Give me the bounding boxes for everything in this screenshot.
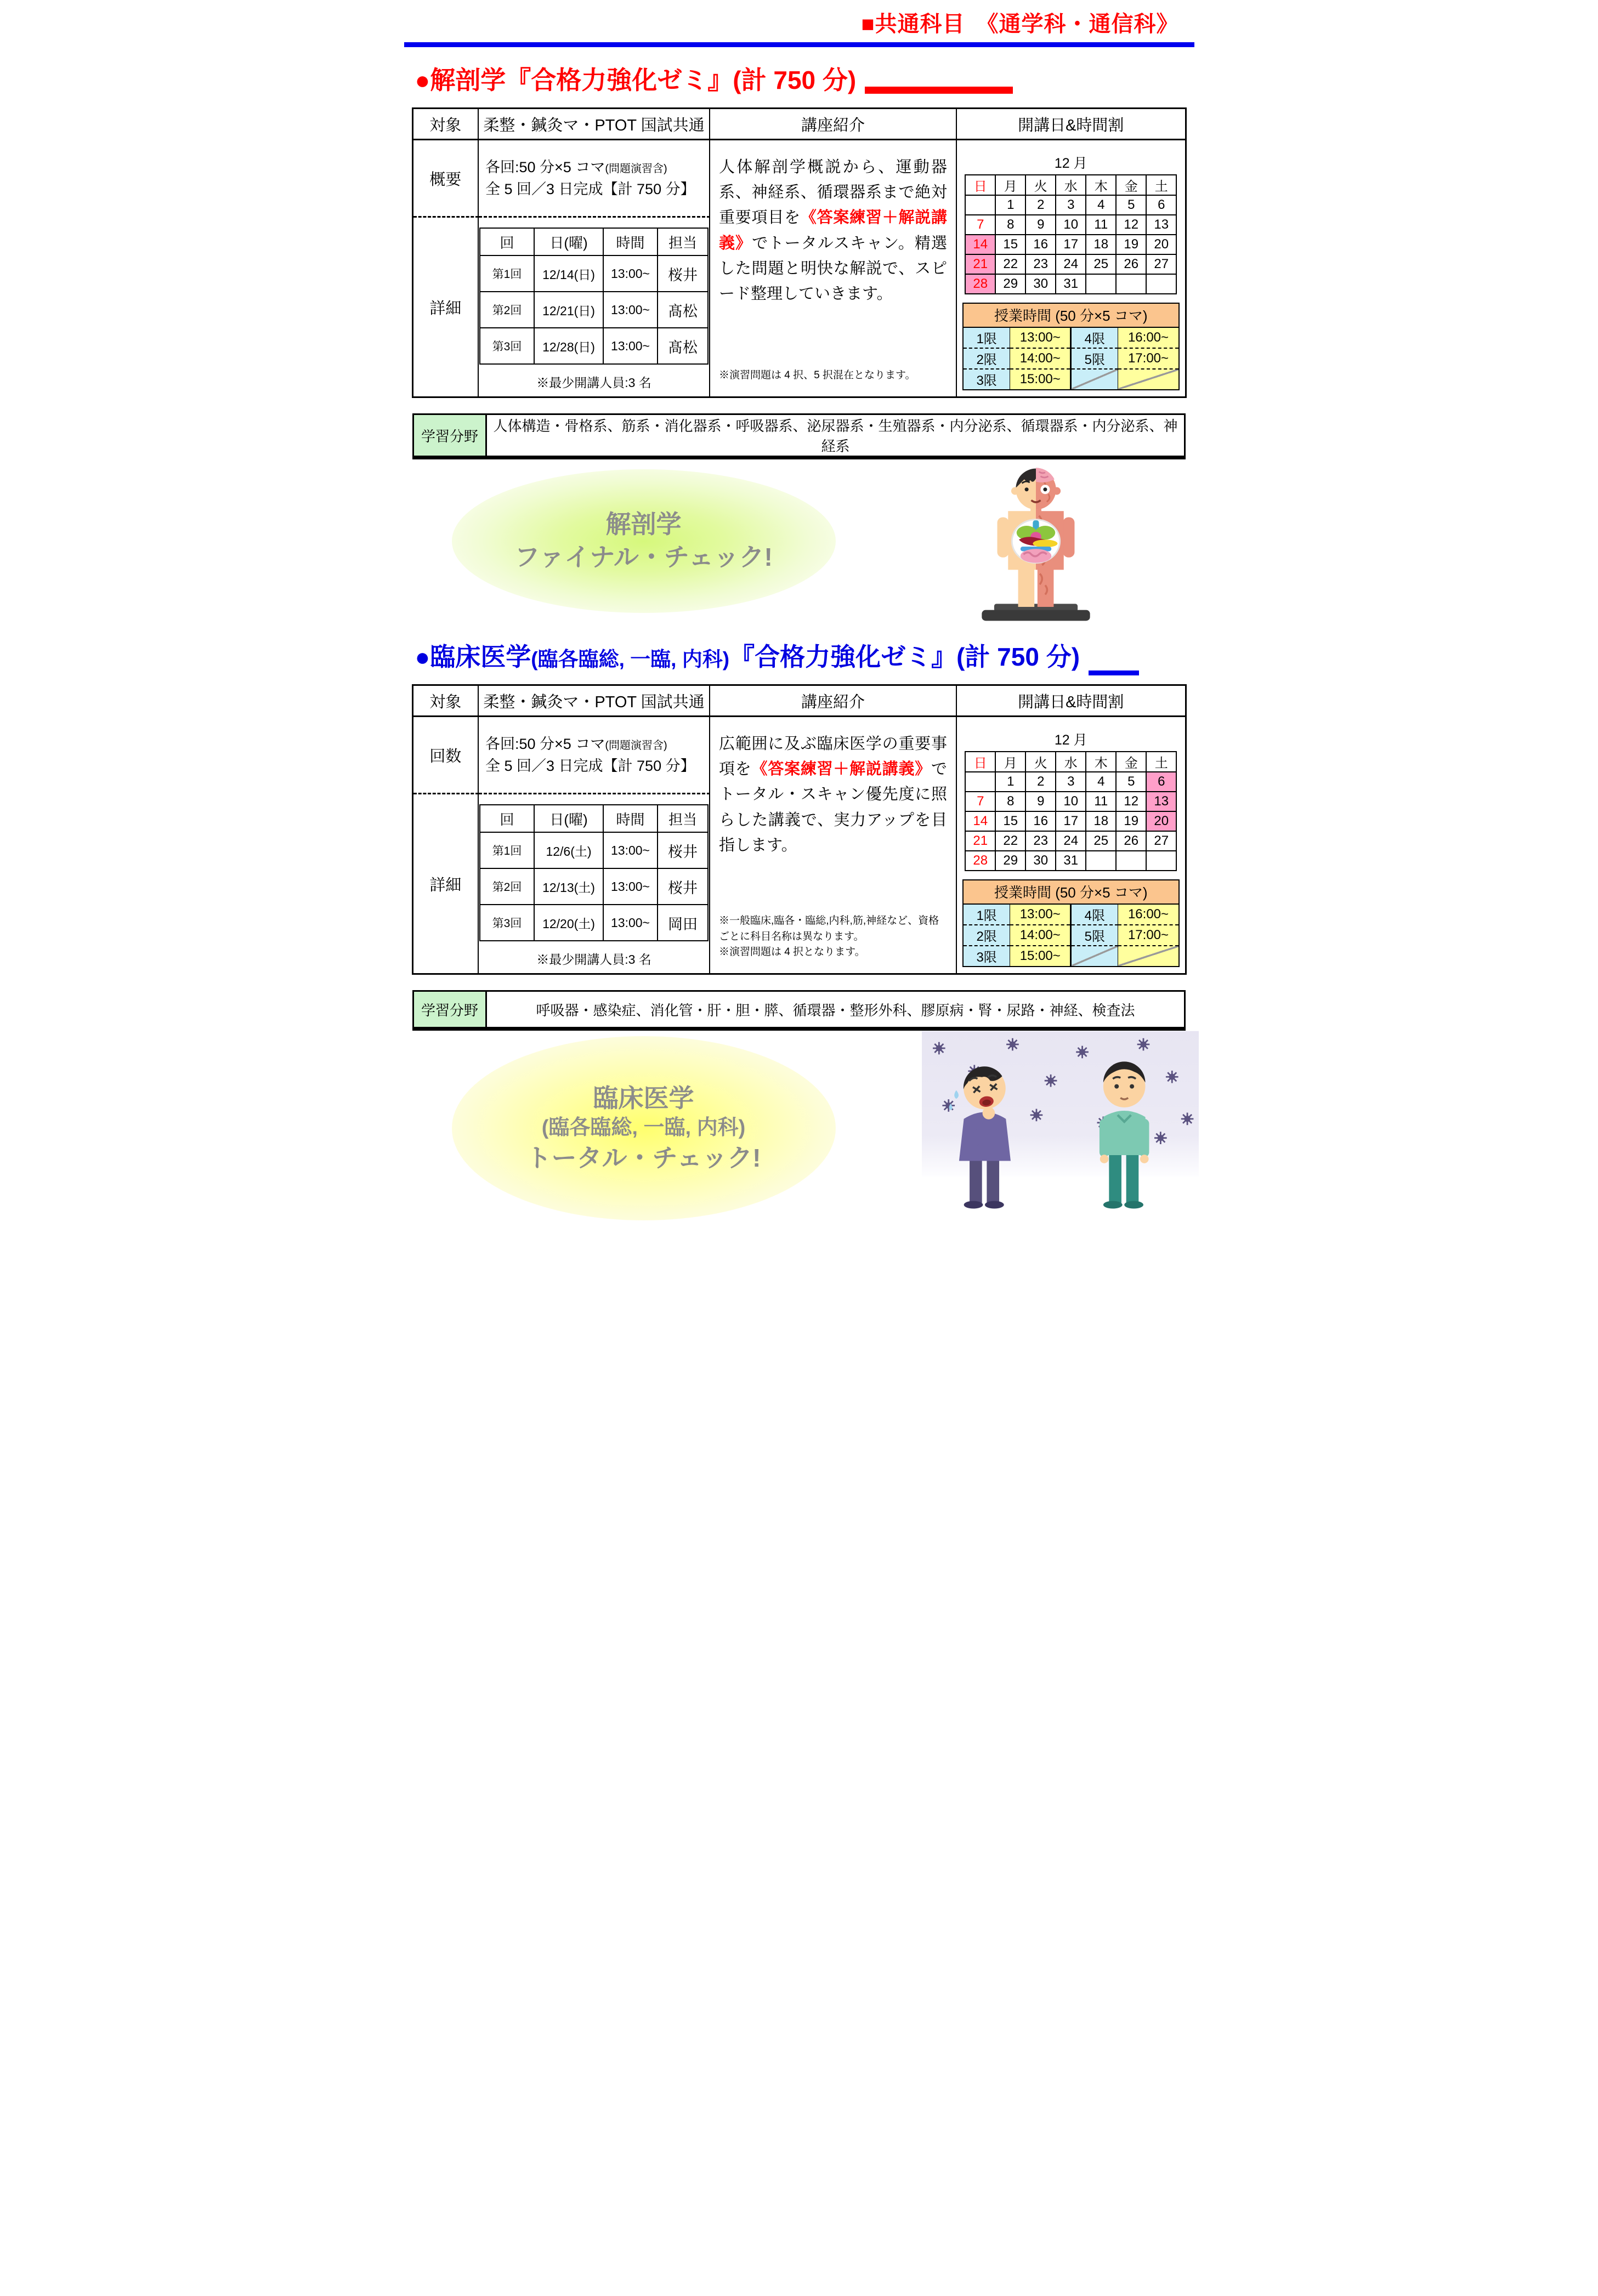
timetable-row: 3限 15:00~	[963, 369, 1179, 390]
anatomy-catchphrase-ellipse: 解剖学 ファイナル・チェック!	[452, 469, 836, 613]
session-row: 第2回 12/21(日) 13:00~ 髙松	[480, 292, 708, 328]
course-intro-cell	[710, 717, 956, 974]
section2-title-main: ●臨床医学	[415, 643, 531, 671]
calendar-december	[965, 174, 1177, 294]
section2-title: ●臨床医学 (臨各臨総, 一臨, 内科) 『合格力強化ゼミ』(計 750 分)	[415, 637, 1199, 673]
timetable-row: 2限 14:00~ 5限 17:00~	[963, 348, 1179, 369]
standing-man	[1099, 1061, 1149, 1208]
course-intro-cell	[710, 140, 956, 397]
calendar-week: 7 8 9 10 11 12 13	[965, 792, 1176, 811]
schedule-cell	[956, 717, 1186, 974]
column-header-intro: 講座紹介	[710, 685, 956, 717]
section1-title-main: ●解剖学	[415, 66, 506, 94]
schedule-cell	[956, 140, 1186, 397]
detail-cell	[478, 794, 710, 974]
calendar-week: 28 29 30 31	[965, 851, 1176, 871]
calendar-week: 14 15 16 17 18 19 20	[965, 235, 1176, 254]
column-header-schedule: 開講日&時間割	[956, 109, 1186, 140]
session-row: 第2回 12/13(土) 13:00~ 桜井	[480, 868, 708, 905]
session-row: 第3回 12/28(日) 13:00~ 髙松	[480, 328, 708, 364]
calendar-december	[965, 751, 1177, 871]
calendar-week: 21 22 23 24 25 26 27	[965, 831, 1176, 851]
minimum-attendance-note: ※最少開講人員:3 名	[536, 376, 651, 390]
empty-slash-cell	[1071, 946, 1118, 967]
detail-cell	[478, 217, 710, 397]
header-divider	[404, 42, 1194, 47]
calendar-month-label: 12 月	[1054, 732, 1087, 748]
calendar-header-row: 日 月 火 水 木 金 土	[965, 175, 1176, 195]
row-label-count: 回数	[412, 717, 478, 794]
row-label-target: 対象	[412, 685, 478, 717]
empty-slash-cell	[1118, 946, 1179, 967]
section1-title: ●解剖学 『合格力強化ゼミ』(計 750 分)	[415, 60, 1199, 96]
timetable-title-row: 授業時間 (50 分×5 コマ)	[963, 303, 1179, 327]
flyer-page	[400, 0, 1199, 1172]
empty-slash-cell	[1071, 369, 1118, 390]
title-underline-bar	[1089, 670, 1139, 675]
timetable-row: 1限 13:00~ 4限 16:00~	[963, 904, 1179, 925]
calendar-week: 21 22 23 24 25 26 27	[965, 254, 1176, 274]
target-value: 柔整・鍼灸マ・PTOT 国試共通	[478, 685, 710, 717]
class-time-table	[962, 879, 1180, 967]
anatomy-model-illustration	[956, 462, 1115, 624]
study-field-text: 呼吸器・感染症、消化管・肝・胆・膵、循環器・整形外科、膠原病・腎・尿路・神経、検査法	[536, 1002, 1135, 1019]
session-schedule-table	[479, 804, 709, 941]
clinical-catchphrase-ellipse: 臨床医学 (臨各臨総, 一臨, 内科) トータル・チェック!	[452, 1036, 836, 1220]
course-info-table-anatomy	[412, 107, 1187, 398]
study-field-label: 学習分野	[413, 991, 486, 1029]
study-field-strip	[412, 990, 1186, 1031]
row-label-target: 対象	[412, 109, 478, 140]
calendar-week: 7 8 9 10 11 12 13	[965, 215, 1176, 235]
minimum-attendance-note: ※最少開講人員:3 名	[536, 952, 651, 967]
timetable-row: 2限 14:00~ 5限 17:00~	[963, 925, 1179, 946]
study-field-label: 学習分野	[413, 414, 486, 458]
overview-cell: 各回:50 分×5 コマ(問題演習含) 全 5 回／3 日完成【計 750 分】	[478, 140, 710, 217]
row-label-overview: 概要	[412, 140, 478, 217]
highlighted-method: 《答案練習＋解説講義》	[751, 760, 931, 778]
timetable-row: 1限 13:00~ 4限 16:00~	[963, 327, 1179, 348]
stand	[982, 604, 1090, 621]
head	[1011, 468, 1060, 513]
class-time-table	[962, 303, 1180, 390]
session-row: 第3回 12/20(土) 13:00~ 岡田	[480, 905, 708, 941]
calendar-month-label: 12 月	[1054, 155, 1087, 171]
organs-window	[1012, 520, 1059, 563]
calendar-week: 1 2 3 4 5 6	[965, 195, 1176, 215]
empty-slash-cell	[1118, 369, 1179, 390]
session-header-row: 回 日(曜) 時間 担当	[480, 228, 708, 255]
highlighted-method: 《答案練習＋解説講義》	[719, 209, 947, 252]
class-day-cell: 6	[1146, 772, 1176, 792]
page-header: ■共通科目 《通学科・通信科》	[861, 12, 1179, 36]
sick-people-illustration	[922, 1031, 1199, 1228]
clinical-banner	[400, 1031, 1199, 1231]
title-underline-bar	[865, 87, 1013, 94]
overview-cell: 各回:50 分×5 コマ(問題演習含) 全 5 回／3 日完成【計 750 分】	[478, 717, 710, 794]
column-header-schedule: 開講日&時間割	[956, 685, 1186, 717]
target-value: 柔整・鍼灸マ・PTOT 国試共通	[478, 109, 710, 140]
row-label-detail: 詳細	[412, 794, 478, 974]
intro-notes: ※一般臨床,臨各・臨総,内科,筋,神経など、資格ごとに科目名称は異なります。 ※演習問題は 4 択となります。	[719, 915, 939, 958]
calendar-header-row: 日 月 火 水 木 金 土	[965, 752, 1176, 772]
study-field-strip	[412, 413, 1186, 459]
session-header-row: 回 日(曜) 時間 担当	[480, 805, 708, 832]
row-label-detail: 詳細	[412, 217, 478, 397]
calendar-week: 28 29 30 31	[965, 274, 1176, 294]
session-row: 第1回 12/6(土) 13:00~ 桜井	[480, 832, 708, 868]
class-day-cell: 21	[965, 254, 995, 274]
class-day-cell: 13	[1146, 792, 1176, 811]
course-info-table-clinical	[412, 684, 1187, 975]
session-schedule-table	[479, 228, 709, 365]
timetable-row: 3限 15:00~	[963, 946, 1179, 967]
anatomy-banner	[400, 459, 1199, 624]
calendar-week: 1 2 3 4 5 6	[965, 772, 1176, 792]
timetable-title-row: 授業時間 (50 分×5 コマ)	[963, 880, 1179, 904]
class-day-cell: 14	[965, 235, 995, 254]
course-intro-text: 人体解剖学概説から、運動器系、神経系、循環器系まで絶対重要項目を《答案練習＋解説講義》でトータルスキャン。精選した問題と明快な解説で、スピード整理していきます。	[719, 158, 947, 303]
column-header-intro: 講座紹介	[710, 109, 956, 140]
intro-notes: ※演習問題は 4 択、5 択混在となります。	[719, 370, 916, 381]
session-row: 第1回 12/14(日) 13:00~ 桜井	[480, 255, 708, 292]
course-intro-text: 広範囲に及ぶ臨床医学の重要事項を《答案練習＋解説講義》でトータル・スキャン優先度に照らした講義で、実力アップを目指します。	[719, 735, 947, 855]
study-field-text: 人体構造・骨格系、筋系・消化器系・呼吸器系、泌尿器系・生殖器系・内分泌系、循環器系・内分泌系、神経系	[493, 418, 1178, 454]
class-day-cell: 28	[965, 274, 995, 294]
class-day-cell: 20	[1146, 811, 1176, 831]
calendar-week: 14 15 16 17 18 19 20	[965, 811, 1176, 831]
